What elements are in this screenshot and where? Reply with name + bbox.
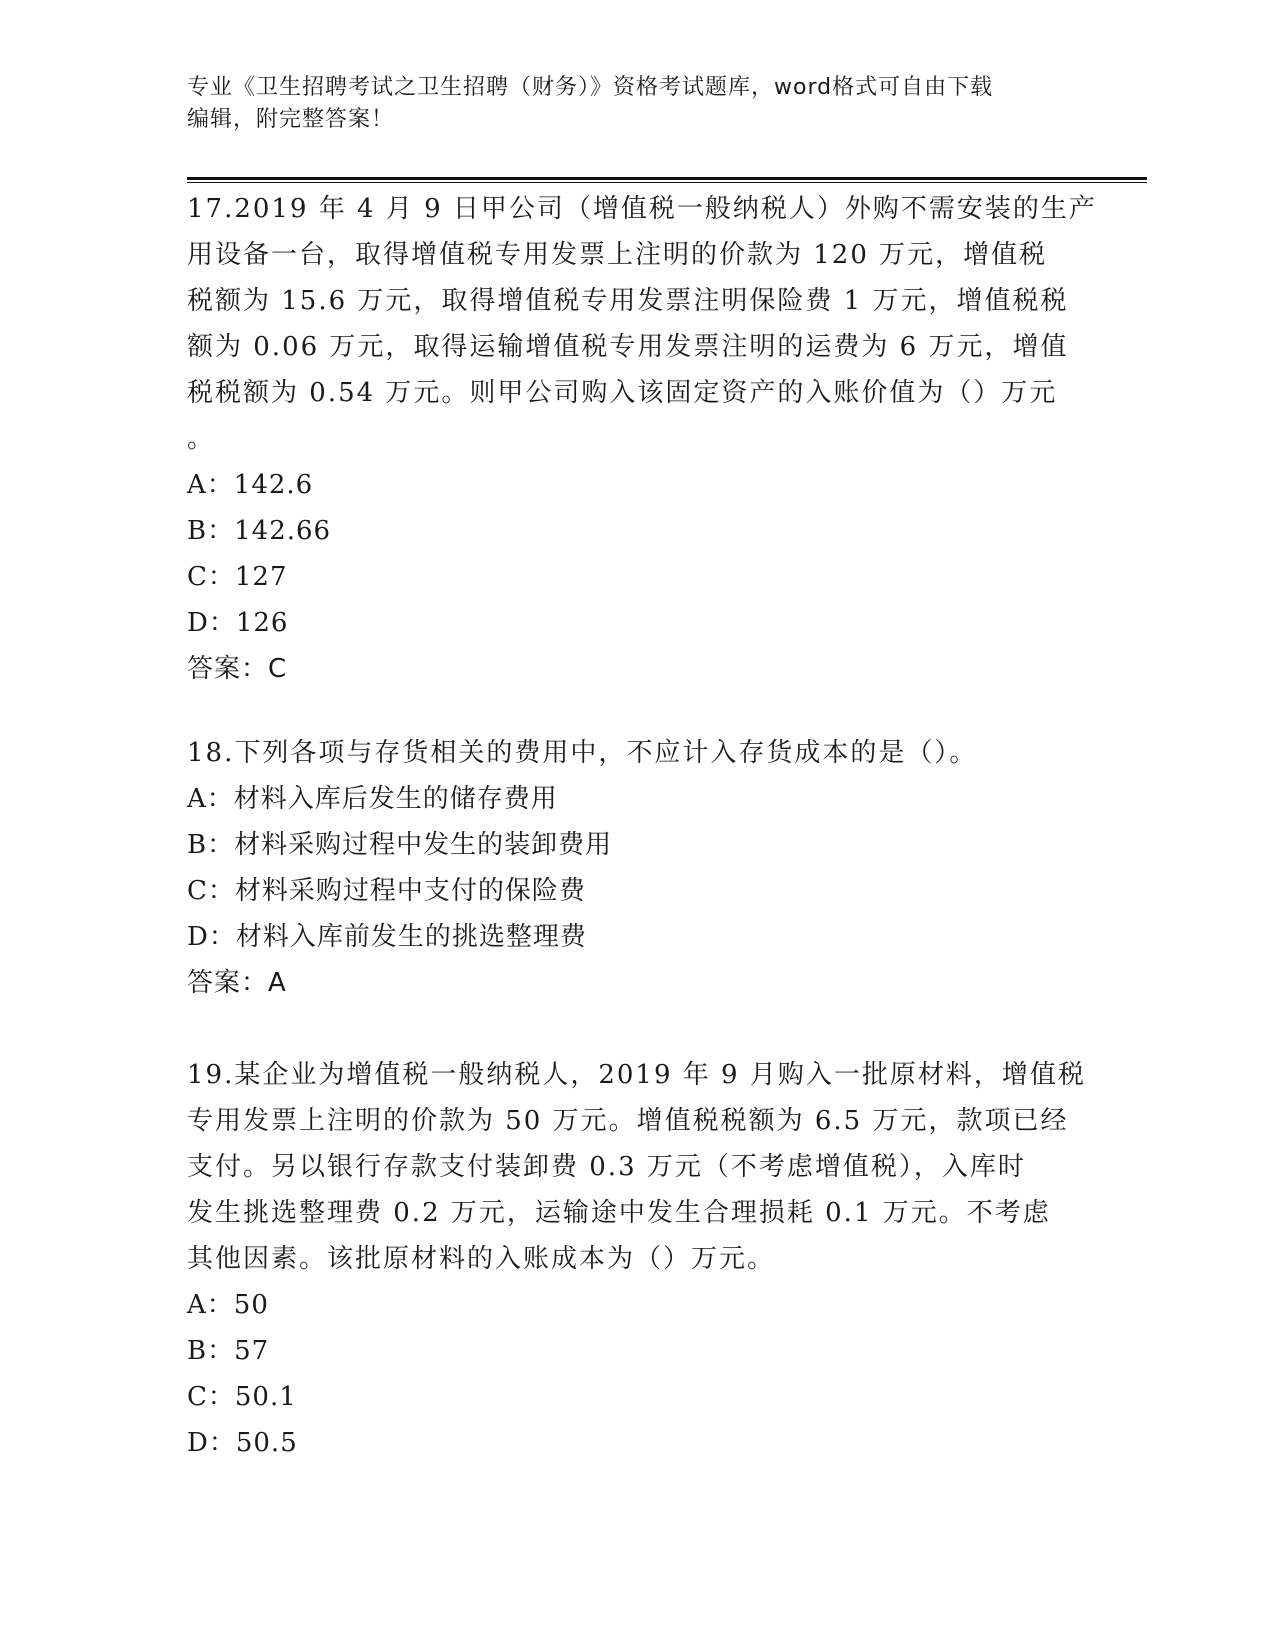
question-text-line: 税额为 15.6 万元，取得增值税专用发票注明保险费 1 万元，增值税税 (187, 286, 1069, 316)
option-d: D：50.5 (187, 1428, 298, 1458)
question-19 (187, 1052, 1087, 1466)
question-text-line: 专用发票上注明的价款为 50 万元。增值税税额为 6.5 万元，款项已经 (187, 1106, 1069, 1136)
question-text-line: 17.2019 年 4 月 9 日甲公司（增值税一般纳税人）外购不需安装的生产 (187, 194, 1097, 224)
option-d: D：材料入库前发生的挑选整理费 (187, 922, 587, 952)
answer: 答案：C (187, 654, 288, 684)
header-divider-thin (187, 182, 1147, 183)
question-text-line: 。 (187, 424, 216, 454)
question-text-line: 发生挑选整理费 0.2 万元，运输途中发生合理损耗 0.1 万元。不考虑 (187, 1198, 1051, 1228)
option-b: B：57 (187, 1336, 270, 1366)
header-line: 专业《卫生招聘考试之卫生招聘（财务）》资格考试题库，word格式可自由下载 (187, 75, 994, 100)
question-18 (187, 730, 1087, 1006)
document-header (187, 72, 1087, 136)
answer: 答案：A (187, 968, 287, 998)
question-text-line: 额为 0.06 万元，取得运输增值税专用发票注明的运费为 6 万元，增值 (187, 332, 1069, 362)
header-divider (187, 177, 1147, 180)
option-d: D：126 (187, 608, 289, 638)
option-c: C：50.1 (187, 1382, 297, 1412)
option-a: A：142.6 (187, 470, 314, 500)
option-a: A：50 (187, 1290, 269, 1320)
question-17 (187, 186, 1097, 692)
question-text-line: 19.某企业为增值税一般纳税人，2019 年 9 月购入一批原材料，增值税 (187, 1060, 1086, 1090)
option-c: C：127 (187, 562, 288, 592)
option-a: A：材料入库后发生的储存费用 (187, 784, 558, 814)
question-text-line: 其他因素。该批原材料的入账成本为（）万元。 (187, 1244, 776, 1274)
question-text-line: 18.下列各项与存货相关的费用中，不应计入存货成本的是（）。 (187, 738, 978, 768)
question-text-line: 支付。另以银行存款支付装卸费 0.3 万元（不考虑增值税），入库时 (187, 1152, 1026, 1182)
option-c: C：材料采购过程中支付的保险费 (187, 876, 586, 906)
question-text-line: 税税额为 0.54 万元。则甲公司购入该固定资产的入账价值为（）万元 (187, 378, 1058, 408)
question-text-line: 用设备一台，取得增值税专用发票上注明的价款为 120 万元，增值税 (187, 240, 1048, 270)
header-line: 编辑，附完整答案！ (187, 107, 395, 132)
option-b: B：142.66 (187, 516, 332, 546)
option-b: B：材料采购过程中发生的装卸费用 (187, 830, 613, 860)
